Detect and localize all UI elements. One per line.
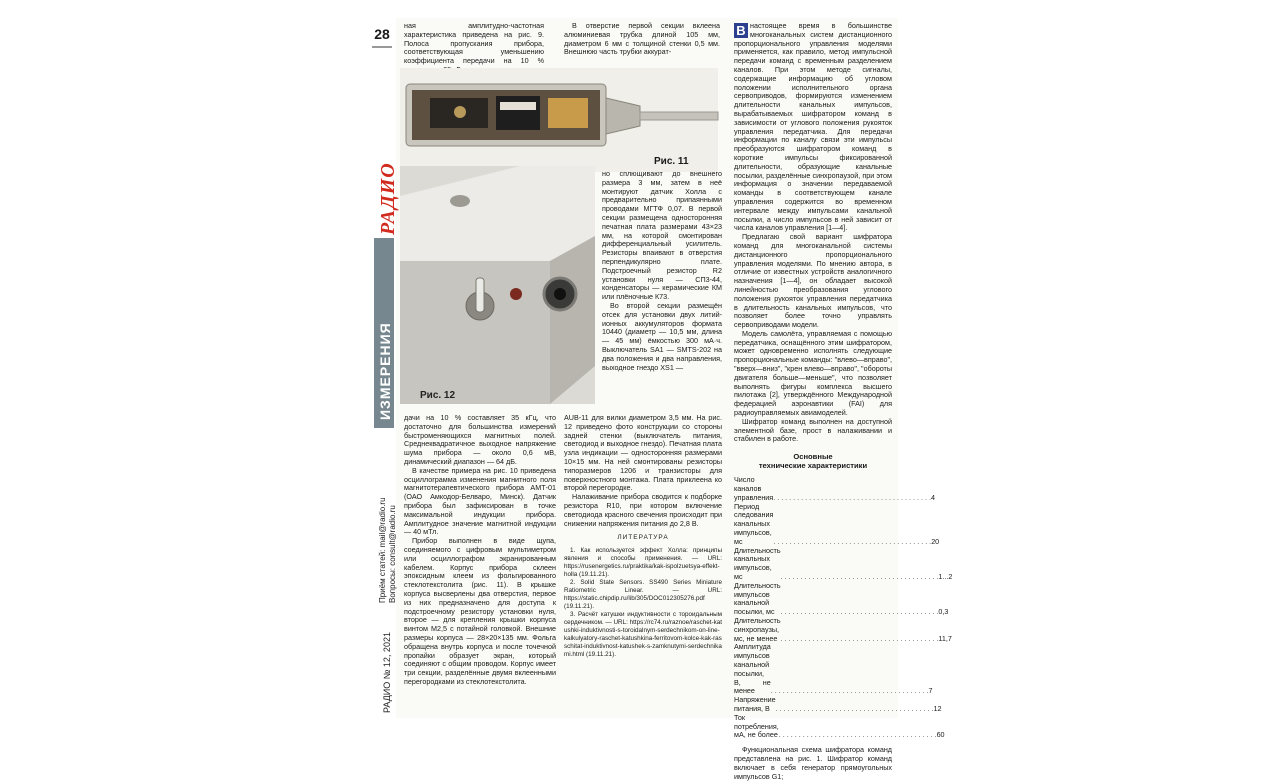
spec-leader-dots: . . . . . . . . . . . . . . . . . . . . . . . . . . . . . . . . . . . . . . . . [780,633,939,643]
section-title: ИЗМЕРЕНИЯ [377,322,393,420]
column2-wrap-paragraph-2: Во второй секции размещён отсек для установки двух литий-ионных аккумуляторов формата 10440 (диаметр — 10,5 мм, длина — 45 мм) ёмкостью 300 мА·ч. Выключатель SA1 — SMTS-202 на два положения и два направления, выходное гнездо XS1 — [602,300,722,372]
spec-label: Длительность канальных импульсов, мс [734,545,781,582]
column3-paragraph-1: Предлагаю свой вариант шифратора команд для многоканальной системы дистанционного пропорционального управления моделями. По мнению автора, в отличие от известных устройств аналогичного назначения [1—4], он обладает высокой линейностью преобразования углового положения рукояток управления передатчика в длительность канальных импульсов, что позволяет более точно управлять сервоприводами модели. [734,232,892,330]
column2-top-text [564,22,720,57]
issue-number: РАДИО № 12, 2021 [382,632,392,713]
radio-logo [374,63,399,235]
column2-paragraph-2: Налаживание прибора сводится к подборке резистора R10, при котором включение светодиода красного свечения происходит при снижении напряжения питания до 2,8 В. [564,492,722,528]
column2-wrap-text [602,170,722,372]
spec-row [734,501,940,547]
column1-paragraph-3: Прибор выполнен в виде щупа, соединяемого с цифровым мультиметром или осциллографом экранированным кабелем. Корпус прибора склеен эпоксидным клеем из фольгированного стеклотекстолита (рис. 11). В крышке корпуса высверлены два отверстия, первое из них предназначено для доступа к подстроечному резистору установки нуля, второе — для крепления крышки корпуса винтом М2,5 с потайной головкой. Внешние размеры корпуса — 28×20×135 мм. Фольга обращена внутрь корпуса и после точечной пропайки образует экран, который соединяют с общим проводом. Корпус имеет три секции, разделённые двумя вклеенными перегородками из стеклотекстолита. [404,536,556,686]
references-list [564,547,722,659]
column2-bottom-text [564,414,722,659]
spec-leader-dots: . . . . . . . . . . . . . . . . . . . . . . . . . . . . . . . . . . . . . . . . [773,536,932,546]
spec-leader-dots: . . . . . . . . . . . . . . . . . . . . . . . . . . . . . . . . . . . . . . . . [773,492,931,502]
page-number: 28 [374,26,390,42]
spec-row [734,695,942,714]
column3-paragraph-3: Шифратор команд выполнен на доступной элементной базе, прост в налаживании и стабилен в работе. [734,416,892,444]
column2-paragraph-1: AUB-11 для вилки диаметром 3,5 мм. На рис. 12 приведено фото конструкции со стороны задней стенки (выключатель питания, светодиод и выходное гнездо). Печатная плата узла индикации — односторонняя размерами 10×15 мм. На ней смонтированы резисторы типоразмеров 1206 и транзисторы для поверхностного монтажа. Плата приклеена ко второй перегородке. [564,413,722,493]
spec-leader-dots: . . . . . . . . . . . . . . . . . . . . . . . . . . . . . . . . . . . . . . . . [780,607,939,617]
column3-paragraph-2: Модель самолёта, управляемая с помощью передатчика, оснащённого этим шифратором, может одновременно исполнять следующие пропорциональные команды: "влево—вправо", "вверх—вниз", "крен влево—вправо", "обороты двигателя больше—меньше", что позволяет выполнять фигуры комплекса высшего пилотажа [2], утверждённого Международной федерацией аэронавтики (FAI) для радиоуправляемых авиамоделей. [734,328,892,418]
spec-label: Длительность импульсов канальной посылки, мс [734,580,781,617]
spec-label: Амплитуда импульсов канальной посылки, В, не менее [734,642,771,696]
spec-value: 0,3 [938,607,949,617]
column1-top-text [404,21,544,66]
column2-top-paragraph: В отверстие первой секции вклеена алюминиевая трубка длиной 105 мм, диаметром 6 мм с толщиной стенки 0,5 мм. Внешнюю часть трубки аккурат- [564,21,720,57]
spec-row [734,475,935,502]
figure-12-caption: Рис. 12 [420,390,456,401]
column3-text [734,21,953,781]
spec-leader-dots: . . . . . . . . . . . . . . . . . . . . . . . . . . . . . . . . . . . . . . . . [775,703,934,713]
column1-paragraph-2: В качестве примера на рис. 10 приведена осциллограмма изменения магнитного поля магнитотерапевтического прибора АМТ-01 (ОАО Амкодор-Белваро, Минск). Датчик прибора был зафиксирован в точке максимальной индукции прибора. Амплитудное значение магнитной индукции — 40 мТл. [404,465,556,537]
reference-item: 2. Solid State Sensors. SS490 Series Miniature Ratiometric Linear. — URL: https://static.chipdip.ru/lib/305/DOC012305276.pdf (19.11.21). [564,579,722,611]
spec-row [734,616,952,643]
references-heading: ЛИТЕРАТУРА [617,534,669,542]
spec-label: Напряжение питания, В [734,695,776,713]
spec-row [734,712,945,740]
editorial-contacts: Приём статей: mail@radio.ru Вопросы: consult@radio.ru [378,497,397,603]
spec-leader-dots: . . . . . . . . . . . . . . . . . . . . . . . . . . . . . . . . . . . . . . . . [778,730,937,740]
spec-value: 60 [936,730,945,740]
figure-11-caption: Рис. 11 [654,156,689,167]
magazine-page [368,18,953,781]
column3-intro-text: настоящее время в большинстве многоканальных систем дистанционного пропорционального управления моделями применяется, как правило, метод импульсной передачи команд с временным разделением каналов. При этом методе сигналы, содержащие информацию об угловом положении исполнительного органа сервоприводов, формируются изменением длительности канальных импульсов, вырабатываемых шифратором команд в зависимости от углового положения рукояток управления передатчика. Для передачи информации по каналу связи эти импульсы преобразуются шифратором команд в короткие импульсы фиксированной длительности, образующие канальные посылки, разделённые синхропаузой, при этом информация о значении передаваемой команды в соответствующем канале управления содержится во временном интервале между импульсами канальной посылки, а число импульсов в ней зависит от числа каналов управления [1—4]. [734,21,892,233]
reference-item: 1. Как используется эффект Холла: принципы явления и способы применения. — URL: https://rusenergetics.ru/praktika/kak-ispolzuetsya-effekt-holla (19.11.21). [564,547,722,579]
spec-label: Период следования канальных импульсов, мс [734,501,774,546]
spec-row [734,642,933,696]
page-number-rule [372,46,392,48]
spec-label: Длительность синхропаузы, мс, не менее [734,616,781,643]
spec-value: 20 [931,536,940,546]
spec-leader-dots: . . . . . . . . . . . . . . . . . . . . . . . . . . . . . . . . . . . . . . . . [780,572,939,582]
radio-logo-text: РАДИО [377,162,399,235]
spec-label: Ток потребления, мА, не более [734,712,779,740]
figure-12-photo [400,166,595,404]
spec-leader-dots: . . . . . . . . . . . . . . . . . . . . . . . . . . . . . . . . . . . . . . . . [770,686,929,696]
drop-cap: В [734,23,748,38]
column1-paragraph-1: дачи на 10 % составляет 35 кГц, что достаточно для большинства измерений быстроменяющихся магнитных полей. Среднеквадратичное выходное напряжение шума прибора — около 0,6 мВ, динамический диапазон — 64 дБ. [404,413,556,466]
specs-heading: Основные технические характеристики [758,452,868,471]
column3-bottom-paragraph: Функциональная схема шифратора команд представлена на рис. 1. Шифратор команд включает в себя генератор прямоугольных импульсов G1; [734,745,892,781]
column1-bottom-text [404,414,556,687]
column1-top-paragraph: ная амплитудно-частотная характеристика приведена на рис. 9. Полоса пропускания прибора, соответствующая уменьшению коэффициента передачи на 10 % [404,21,544,66]
column2-wrap-paragraph-1: но сплющивают до внешнего размера 3 мм, затем в неё монтируют датчик Холла с предварительно припаянными проводами МГТФ 0,07. В первой секции размещена односторонняя печатная плата размерами 43×23 мм, на которой смонтирован дифференциальный усилитель. Резисторы впаивают в отверстия перпендикулярно плате. Подстроечный резистор R2 установки нуля — СП3-44, конденсаторы — керамические КМ или плёночные К73. [602,169,722,302]
spec-value: 4 [930,492,935,502]
column3-intro-paragraph [734,22,892,233]
spec-label: Число каналов управления [734,475,774,502]
spec-value: 1...2 [938,572,953,582]
spec-value: 7 [928,686,933,696]
device-back-photo-image [400,166,595,404]
spec-value: 12 [933,703,942,713]
reference-item: 3. Расчёт катушки индуктивности с тороидальным сердечником. — URL: https://rc74.ru/raznoe/raschet-katushki-induktivnosti-s-toroidalnym-serdechnikom-on-line-kalkulyatory-raschet-katushkina-ferritovom-kolce-kak-rasschitat-induktivnost-katushek-s-zamknutymi-serdechnikami.html (19.11.21). [564,611,722,659]
specs-list [734,475,953,740]
spec-row [734,545,953,582]
spec-row [734,580,949,617]
page-spine [368,18,399,718]
spec-value: 11,7 [938,633,952,643]
